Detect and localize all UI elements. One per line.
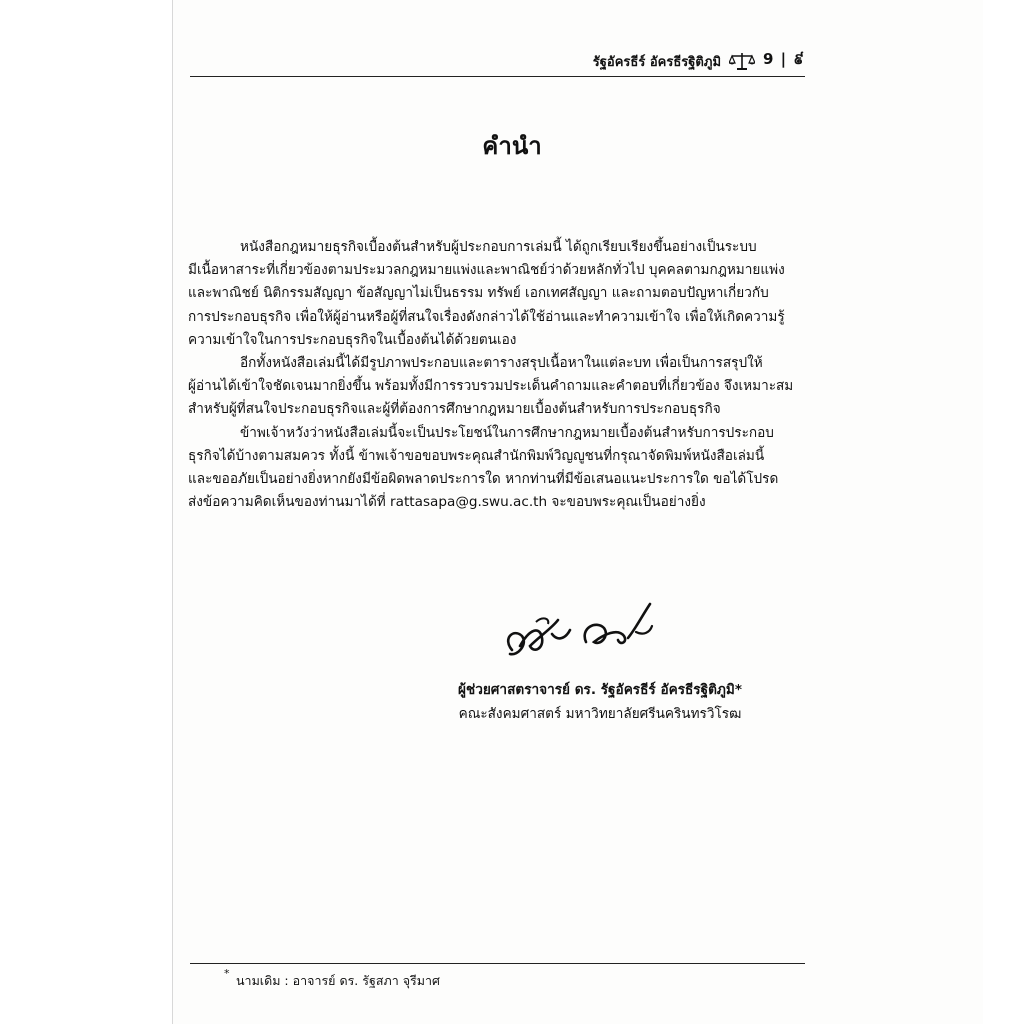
footnote-marker: * <box>224 967 230 980</box>
text-line: และพาณิชย์ นิติกรรมสัญญา ข้อสัญญาไม่เป็นธรรม ทรัพย์ เอกเทศสัญญา และถามตอบปัญหาเกี่ยวกับ <box>188 285 769 302</box>
paragraph-3 <box>188 422 804 515</box>
text-line: มีเนื้อหาสาระที่เกี่ยวข้องตามประมวลกฎหมายแพ่งและพาณิชย์ว่าด้วยหลักทั่วไป บุคคลตามกฎหมายแพ่ง <box>188 262 785 279</box>
author-name: ผู้ช่วยศาสตราจารย์ ดร. รัฐอัครธีร์ อัครธีรฐิติภูมิ* <box>458 682 742 698</box>
scales-of-justice-icon <box>729 51 755 71</box>
paragraph-1 <box>188 236 804 352</box>
footnote-divider <box>190 963 805 964</box>
author-affiliation: คณะสังคมศาสตร์ มหาวิทยาลัยศรีนครินทรวิโรฒ <box>458 706 742 722</box>
text-line: ส่งข้อความคิดเห็นของท่านมาได้ที่ rattasapa@g.swu.ac.th จะขอบพระคุณเป็นอย่างยิ่ง <box>188 494 706 511</box>
text-line: สำหรับผู้ที่สนใจประกอบธุรกิจและผู้ที่ต้องการศึกษากฎหมายเบื้องต้นสำหรับการประกอบธุรกิจ <box>188 401 721 418</box>
page-title: คำนำ <box>482 132 542 160</box>
text-line: การประกอบธุรกิจ เพื่อให้ผู้อ่านหรือผู้ที่สนใจเรื่องดังกล่าวได้ใช้อ่านและทำความเข้าใจ เพื่อให้เกิดความรู้ <box>188 308 785 325</box>
signature-block <box>410 678 790 726</box>
handwritten-signature <box>500 598 670 668</box>
text-line: ข้าพเจ้าหวังว่าหนังสือเล่มนี้จะเป็นประโยชน์ในการศึกษากฎหมายเบื้องต้นสำหรับการประกอบ <box>240 424 774 441</box>
text-line: ธุรกิจได้บ้างตามสมควร ทั้งนี้ ข้าพเจ้าขอขอบพระคุณสำนักพิมพ์วิญญูชนที่กรุณาจัดพิมพ์หนังสือเล่มนี้ <box>188 447 765 464</box>
text-line: ความเข้าใจในการประกอบธุรกิจในเบื้องต้นได้ด้วยตนเอง <box>188 331 517 348</box>
text-line: อีกทั้งหนังสือเล่มนี้ได้มีรูปภาพประกอบและตารางสรุปเนื้อหาในแต่ละบท เพื่อเป็นการสรุปให้ <box>240 355 763 372</box>
text-line: และขออภัยเป็นอย่างยิ่งหากยังมีข้อผิดพลาดประการใด หากท่านที่มีข้อเสนอแนะประการใด ขอได้โปรด <box>188 471 779 488</box>
text-line: หนังสือกฎหมายธุรกิจเบื้องต้นสำหรับผู้ประกอบการเล่มนี้ ได้ถูกเรียบเรียงขึ้นอย่างเป็นระบบ <box>240 239 757 255</box>
text-line: ผู้อ่านได้เข้าใจชัดเจนมากยิ่งขึ้น พร้อมทั้งมีการรวบรวมประเด็นคำถามและคำตอบที่เกี่ยวข้อง จึงเหมาะสม <box>188 378 794 395</box>
header-author: รัฐอัครธีร์ อัครธีรฐิติภูมิ <box>592 54 722 70</box>
footnote <box>224 967 440 991</box>
page-number: 9 | ៩ <box>763 50 805 68</box>
running-header <box>190 48 805 77</box>
paragraph-2 <box>188 352 804 422</box>
preface-body <box>188 236 804 514</box>
footnote-text: นามเดิม : อาจารย์ ดร. รัฐสภา จุรีมาศ <box>236 973 440 988</box>
